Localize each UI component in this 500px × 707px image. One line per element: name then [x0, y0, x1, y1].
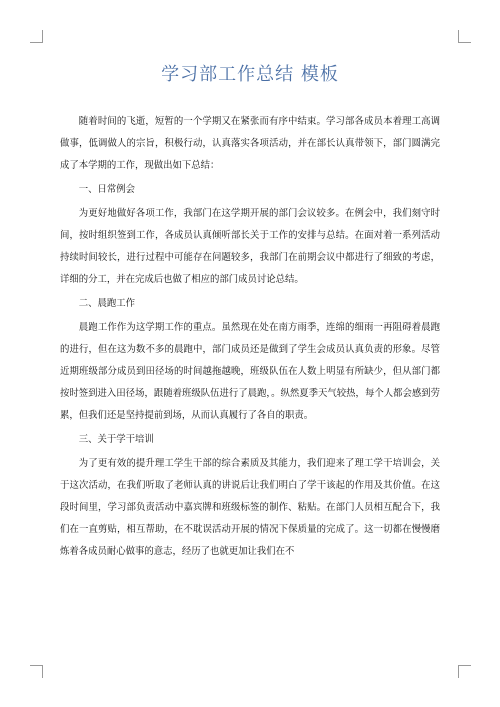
section-text-cadre-training: 为了更有效的提升理工学生干部的综合素质及其能力，我们迎来了理工学干培训会，关于这次活动，在我们听取了老师认真的讲说后让我们明白了学干该起的作用及其价值。在这段时间里，学习部负责活动中嘉宾牌和班级标签的制作、粘贴。在部门人员相互配合下，我们在一直剪贴，相互帮助，在不耽误活动开展的情况下保质量的完成了。这一切都在慢慢磨炼着各成员耐心做事的意志，经历了也就更加让我们在不 — [60, 458, 440, 557]
crop-mark-bottom-left — [30, 665, 43, 678]
crop-mark-top-right — [458, 30, 471, 43]
section-heading-cadre-training: 三、关于学干培训 — [78, 434, 154, 445]
crop-mark-top-left — [30, 30, 43, 43]
section-heading-morning-run: 二、晨跑工作 — [78, 298, 136, 309]
document-title: 学习部工作总结 模板 — [161, 64, 339, 85]
crop-mark-bottom-right — [458, 665, 471, 678]
section-heading-daily-meeting: 一、日常例会 — [78, 184, 136, 195]
section-text-morning-run: 晨跑工作作为这学期工作的重点。虽然现在处在南方雨季，连绵的细雨一再阻碍着晨跑的进行，但在这为数不多的晨跑中，部门成员还是做到了学生会成员认真负责的形象。尽管近期班级部分成员到田径场的时间越拖越晚，班级队伍在人数上明显有所缺少，但从部门都按时签到进入田径场，跟随着班级队伍进行了晨跑，。纵然夏季天气较热，每个人都会感到劳累，但我们还是坚持提前到场，从而认真履行了各自的职责。 — [60, 322, 440, 421]
document-page — [60, 60, 440, 563]
intro-paragraph: 随着时间的飞逝，短暂的一个学期又在紧张而有序中结束。学习部各成员本着理工高调做事，低调做人的宗旨，积极行动，认真落实各项活动，并在部长认真带领下，部门圆满完成了本学期的工作，现做出如下总结： — [60, 116, 440, 171]
section-text-daily-meeting: 为更好地做好各项工作，我部门在这学期开展的部门会议较多。在例会中，我们刻守时间，按时组织签到工作，各成员认真倾听部长关于工作的安排与总结。在面对着一系列活动持续时间较长，进行过程中可能存在问题较多，我部门在前期会议中都进行了细致的考虑，详细的分工，并在完成后也做了相应的部门成员讨论总结。 — [60, 208, 440, 285]
